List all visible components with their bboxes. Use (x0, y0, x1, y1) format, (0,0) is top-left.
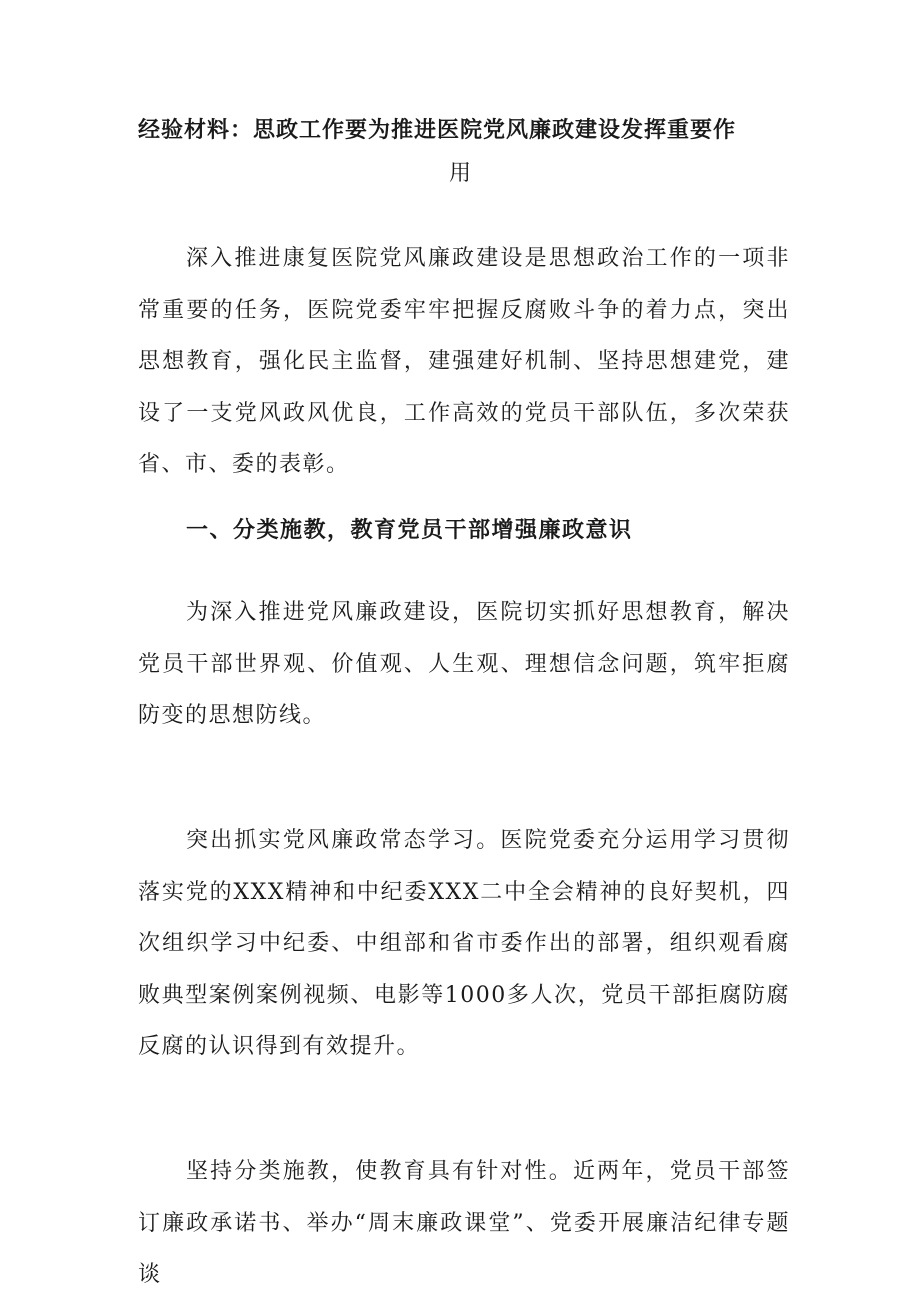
paragraph-1: 为深入推进党风廉政建设，医院切实抓好思想教育，解决党员干部世界观、价值观、人生观、理想信念问题，筑牢拒腐防变的思想防线。 (138, 600, 790, 728)
section-heading-1 (138, 512, 790, 548)
section-heading-part-bold: 增强廉政意识 (491, 517, 633, 543)
section-heading-part-bold: 施教，教育党 (280, 517, 422, 543)
section-heading-part: 员干部 (421, 517, 492, 543)
paragraph-3: 坚持分类施教，使教育具有针对性。近两年，党员干部签订廉政承诺书、举办“周末廉政课堂”、党委开展廉洁纪律专题谈 (138, 1159, 790, 1287)
document-title: 经验材料：思政工作要为推进医院党风廉政建设发挥重要作 (138, 117, 737, 143)
paragraph-2: 突出抓实党风廉政常态学习。医院党委充分运用学习贯彻落实党的XXX精神和中纪委XXX二中全会精神的良好契机，四次组织学习中纪委、中组部和省市委作出的部署，组织观看腐败典型案例案例视频、电影等1000多人次，党员干部拒腐防腐反腐的认识得到有效提升。 (138, 828, 790, 1059)
document-title-continuation: 用 (448, 161, 471, 186)
section-heading-part: 一、分类 (186, 517, 281, 543)
intro-paragraph: 深入推进康复医院党风廉政建设是思想政治工作的一项非常重要的任务，医院党委牢牢把握反腐败斗争的着力点，突出思想教育，强化民主监督，建强建好机制、坚持思想建党，建设了一支党风政风优良，工作高效的党员干部队伍，多次荣获省、市、委的表彰。 (138, 246, 790, 477)
